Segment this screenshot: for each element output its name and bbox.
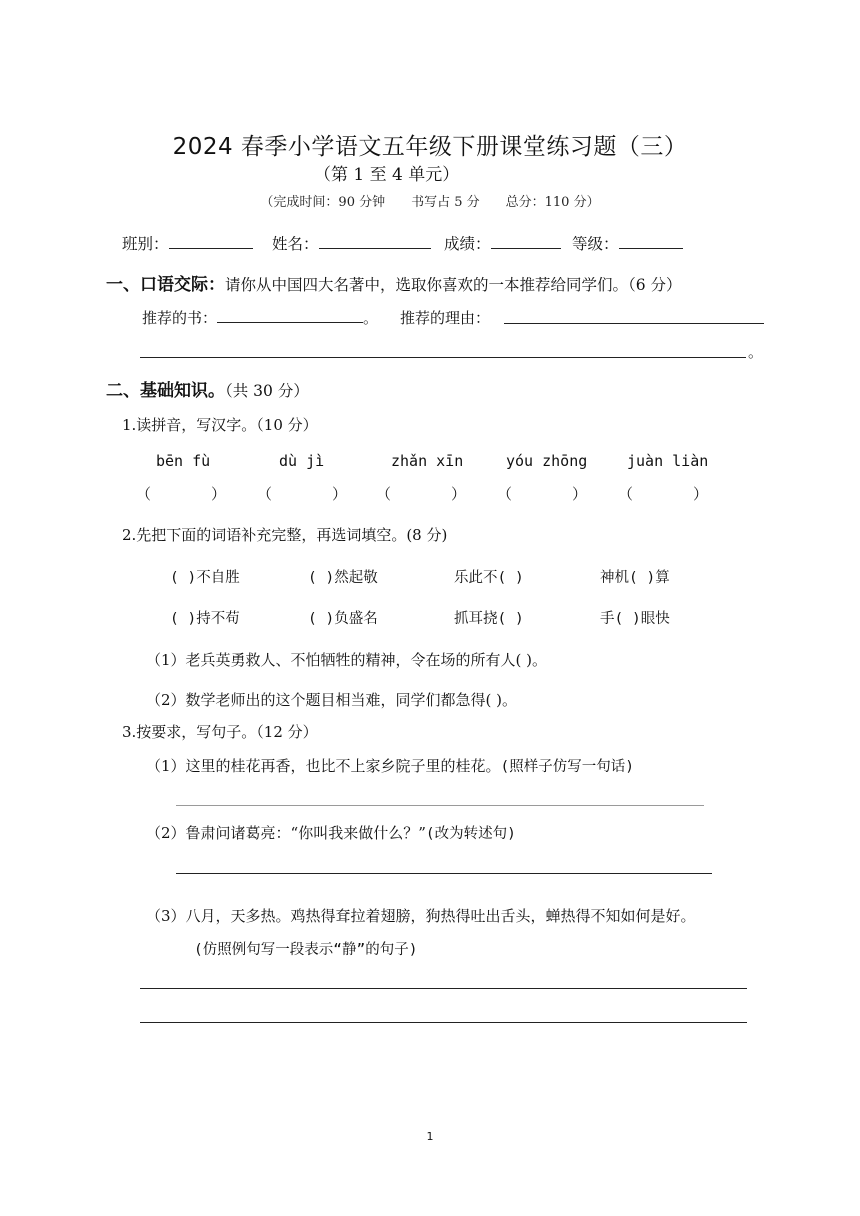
- section2-title: 基础知识。: [140, 381, 225, 401]
- book-recommend-row: [142, 307, 378, 328]
- class-label: 班别：: [122, 235, 169, 253]
- grade-label: 等级：: [572, 235, 619, 253]
- q3-item-2-text: （2）鲁肃问诸葛亮：“你叫我来做什么？”: [146, 824, 426, 842]
- section2-points: （共 30 分）: [225, 382, 309, 400]
- book-end-mark: 。: [363, 309, 379, 327]
- name-label: 姓名：: [272, 235, 319, 253]
- idiom-1[interactable]: ( )不自胜: [170, 570, 240, 586]
- pinyin-3: zhǎn xīn: [391, 452, 464, 470]
- idiom-2[interactable]: ( )然起敬: [308, 570, 378, 586]
- idiom-4[interactable]: 神机( )算: [600, 570, 670, 586]
- q3-item-3-note: (仿照例句写一段表示“静”的句子): [194, 942, 418, 958]
- answer-box-1[interactable]: （ ）: [136, 485, 227, 503]
- reason-end-mark: 。: [748, 343, 764, 361]
- q3-item-2-note: (改为转述句): [425, 826, 516, 842]
- name-field: [272, 232, 431, 254]
- page-number: 1: [426, 1130, 434, 1143]
- q1-title: 1.读拼音，写汉字。（10 分）: [122, 416, 318, 434]
- q2-title: 2.先把下面的词语补充完整，再选词填空。(8 分): [122, 526, 448, 544]
- idiom-7[interactable]: 抓耳挠( ): [454, 611, 524, 627]
- reason-row: [400, 307, 490, 328]
- score-field: [444, 232, 561, 254]
- idiom-5[interactable]: ( )持不苟: [170, 611, 240, 627]
- idiom-6[interactable]: ( )负盛名: [308, 611, 378, 627]
- score-blank[interactable]: [491, 234, 561, 249]
- pinyin-1: bēn fù: [156, 452, 211, 470]
- q3-title: 3.按要求，写句子。（12 分）: [122, 723, 318, 741]
- q3-item-2: [146, 822, 516, 843]
- exam-timing: （完成时间：90 分钟 书写占 5 分 总分：110 分）: [260, 195, 600, 210]
- answer-line-4[interactable]: [140, 1022, 747, 1023]
- q3-item-1: [146, 755, 634, 776]
- page-subtitle: （第 1 至 4 单元）: [314, 165, 460, 185]
- score-label: 成绩：: [444, 235, 491, 253]
- reason-label: 推荐的理由：: [400, 309, 491, 327]
- section1-heading: [106, 270, 682, 295]
- name-blank[interactable]: [319, 234, 431, 249]
- answer-box-5[interactable]: （ ）: [618, 485, 709, 503]
- idiom-8[interactable]: 手( )眼快: [600, 611, 670, 627]
- section1-title: 口语交际：: [140, 275, 225, 295]
- reason-line-2[interactable]: [140, 357, 746, 358]
- section2-heading: [106, 376, 309, 401]
- grade-field: [572, 232, 683, 254]
- fill-sentence-1[interactable]: （1）老兵英勇救人、不怕牺牲的精神，令在场的所有人( )。: [146, 651, 548, 669]
- answer-line-2[interactable]: [176, 873, 712, 874]
- q3-item-3-text: （3）八月，天多热。鸡热得耷拉着翅膀，狗热得吐出舌头，蝉热得不知如何是好。: [146, 907, 696, 925]
- grade-blank[interactable]: [619, 234, 683, 249]
- section1-number: 一、: [106, 275, 140, 295]
- answer-box-3[interactable]: （ ）: [376, 485, 467, 503]
- idiom-3[interactable]: 乐此不( ): [454, 570, 524, 586]
- class-blank[interactable]: [169, 234, 253, 249]
- page-title: 2024 春季小学语文五年级下册课堂练习题（三）: [172, 134, 688, 160]
- book-blank[interactable]: [217, 308, 363, 323]
- pinyin-5: juàn liàn: [627, 452, 709, 470]
- class-field: [122, 232, 253, 254]
- q3-item-1-note: (照样子仿写一句话): [500, 759, 635, 775]
- pinyin-4: yóu zhōng: [506, 452, 588, 470]
- book-label: 推荐的书：: [142, 309, 218, 327]
- answer-box-4[interactable]: （ ）: [497, 485, 588, 503]
- section2-number: 二、: [106, 381, 140, 401]
- q3-item-1-text: （1）这里的桂花再香，也比不上家乡院子里的桂花。: [146, 757, 501, 775]
- answer-line-3[interactable]: [140, 988, 747, 989]
- fill-sentence-2[interactable]: （2）数学老师出的这个题目相当难，同学们都急得( )。: [146, 691, 518, 709]
- reason-line-1[interactable]: [504, 323, 764, 324]
- answer-line-1[interactable]: [176, 805, 704, 806]
- pinyin-2: dù jì: [279, 452, 325, 470]
- answer-box-2[interactable]: （ ）: [257, 485, 348, 503]
- section1-prompt: 请你从中国四大名著中，选取你喜欢的一本推荐给同学们。（6 分）: [225, 276, 682, 294]
